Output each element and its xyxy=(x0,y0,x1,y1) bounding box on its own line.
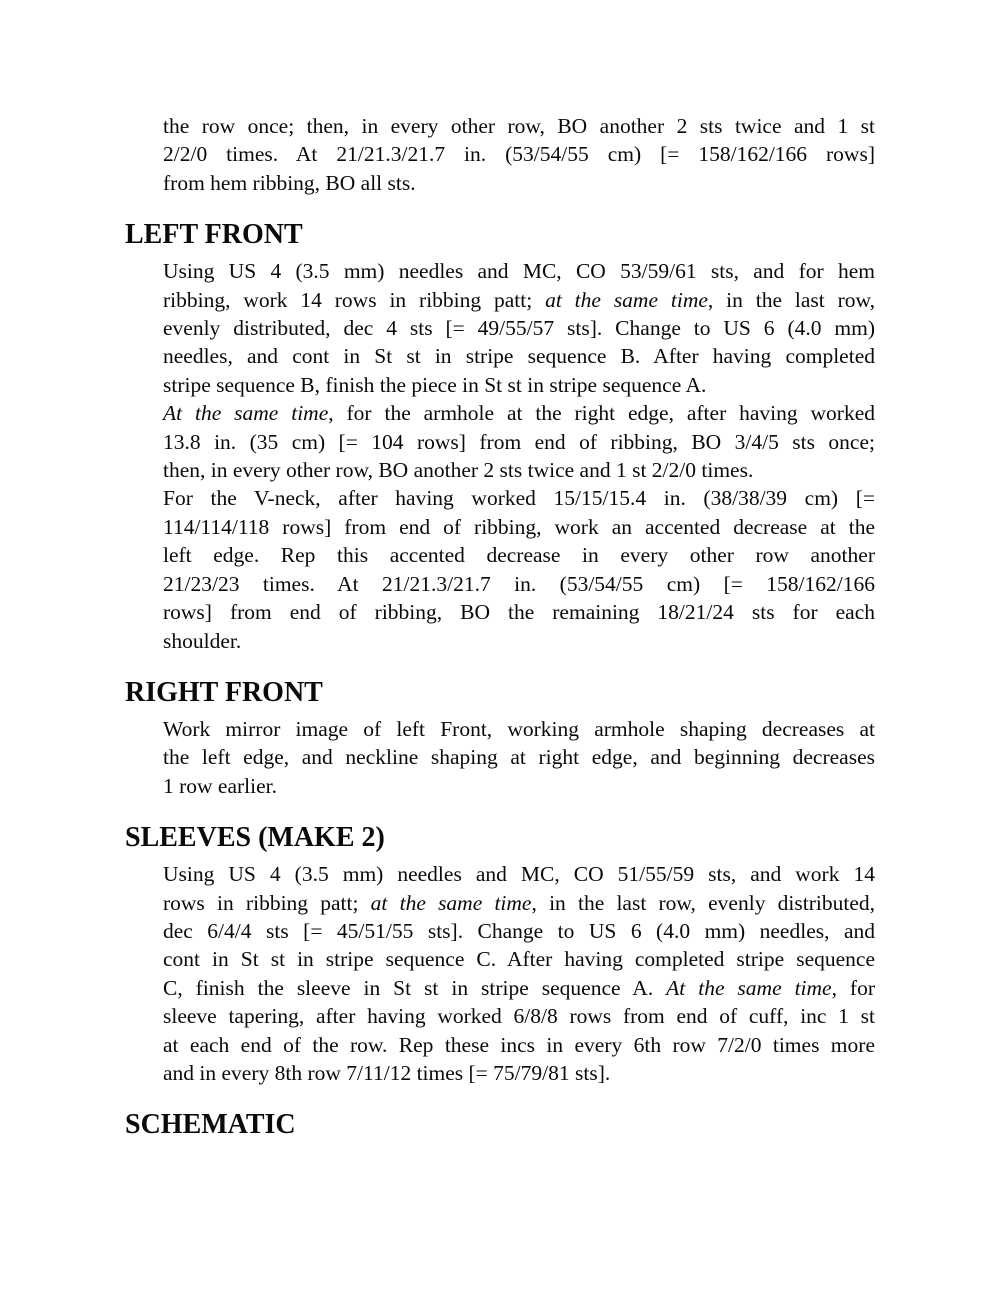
text-run: then, in every other row, BO another 2 sts twice and 1 st 2/2/0 times. xyxy=(163,458,754,483)
text-run: , for the armhole at the right edge, after having worked xyxy=(328,401,876,426)
text-run: 2/2/0 times. At 21/21.3/21.7 in. (53/54/55 cm) [= 158/162/166 rows] xyxy=(163,142,875,167)
text-line xyxy=(163,1031,875,1059)
text-line xyxy=(163,456,875,484)
text-run: 21/23/23 times. At 21/21.3/21.7 in. (53/54/55 cm) [= 158/162/166 xyxy=(163,571,875,596)
text-line xyxy=(163,715,875,743)
text-line xyxy=(163,484,875,512)
text-line xyxy=(163,860,875,888)
text-run: Using US 4 (3.5 mm) needles and MC, CO 51/55/59 sts, and work 14 xyxy=(163,862,875,887)
text-run: stripe sequence B, finish the piece in St st in stripe sequence A. xyxy=(163,372,707,397)
text-run: For the V-neck, after having worked 15/15/15.4 in. (38/38/39 cm) [= xyxy=(163,486,875,511)
text-run: 1 row earlier. xyxy=(163,773,278,798)
pattern-paragraph xyxy=(125,484,875,654)
pattern-paragraph xyxy=(125,399,875,484)
pattern-section xyxy=(125,219,875,655)
text-line xyxy=(163,945,875,973)
text-line xyxy=(163,541,875,569)
pattern-section xyxy=(125,1109,875,1141)
italic-text-run: at the same time xyxy=(545,287,708,312)
pattern-paragraph xyxy=(125,257,875,399)
text-line xyxy=(163,570,875,598)
text-run: left edge. Rep this accented decrease in every other row another xyxy=(163,543,875,568)
text-run: dec 6/4/4 sts [= 45/51/55 sts]. Change to US 6 (4.0 mm) needles, and xyxy=(163,918,875,943)
pattern-paragraph xyxy=(125,860,875,1087)
text-run: needles, and cont in St st in stripe sequence B. After having completed xyxy=(163,344,875,369)
text-run: 13.8 in. (35 cm) [= 104 rows] from end of ribbing, BO 3/4/5 sts once; xyxy=(163,429,875,454)
italic-text-run: At the same time xyxy=(163,401,329,426)
text-line xyxy=(163,371,875,399)
text-run: , in the last row, xyxy=(707,287,875,312)
text-run: and in every 8th row 7/11/12 times [= 75/79/81 sts]. xyxy=(163,1060,611,1085)
text-line xyxy=(163,513,875,541)
text-run: the left edge, and neckline shaping at right edge, and beginning decreases xyxy=(163,745,875,770)
text-run: rows] from end of ribbing, BO the remaining 18/21/24 sts for each xyxy=(163,600,875,625)
text-run: rows in ribbing patt; xyxy=(163,890,371,915)
text-line xyxy=(163,286,875,314)
text-line xyxy=(163,598,875,626)
section-heading: LEFT FRONT xyxy=(125,219,303,251)
text-run: cont in St st in stripe sequence C. After having completed stripe sequence xyxy=(163,947,875,972)
text-line xyxy=(163,112,875,140)
text-run: from hem ribbing, BO all sts. xyxy=(163,170,416,195)
text-run: Work mirror image of left Front, working armhole shaping decreases at xyxy=(163,716,875,741)
text-run: sleeve tapering, after having worked 6/8/8 rows from end of cuff, inc 1 st xyxy=(163,1004,875,1029)
text-line xyxy=(163,917,875,945)
text-run: evenly distributed, dec 4 sts [= 49/55/57 sts]. Change to US 6 (4.0 mm) xyxy=(163,316,875,341)
section-heading: RIGHT FRONT xyxy=(125,676,323,708)
text-run: Using US 4 (3.5 mm) needles and MC, CO 53/59/61 sts, and for hem xyxy=(163,259,875,284)
text-line xyxy=(163,314,875,342)
text-line xyxy=(163,889,875,917)
pattern-text xyxy=(125,112,875,1147)
section-heading: SLEEVES (MAKE 2) xyxy=(125,822,385,854)
text-line xyxy=(163,1002,875,1030)
pattern-paragraph xyxy=(125,112,875,197)
text-line xyxy=(163,169,875,197)
text-line xyxy=(163,428,875,456)
text-line xyxy=(163,772,875,800)
text-line xyxy=(163,257,875,285)
text-line xyxy=(163,342,875,370)
pattern-section xyxy=(125,677,875,800)
text-run: , for xyxy=(831,975,875,1000)
text-run: , in the last row, evenly distributed, xyxy=(531,890,875,915)
text-run: C, finish the sleeve in St st in stripe sequence A. xyxy=(163,975,667,1000)
text-line xyxy=(163,627,875,655)
pattern-section xyxy=(125,822,875,1087)
text-line xyxy=(163,1059,875,1087)
pattern-section xyxy=(125,112,875,197)
text-line xyxy=(163,743,875,771)
pattern-paragraph xyxy=(125,715,875,800)
text-run: shoulder. xyxy=(163,628,242,653)
text-line xyxy=(163,140,875,168)
text-run: ribbing, work 14 rows in ribbing patt; xyxy=(163,287,546,312)
italic-text-run: At the same time xyxy=(666,975,832,1000)
text-run: 114/114/118 rows] from end of ribbing, work an accented decrease at the xyxy=(163,514,875,539)
section-heading: SCHEMATIC xyxy=(125,1109,296,1141)
text-run: the row once; then, in every other row, BO another 2 sts twice and 1 st xyxy=(163,114,875,138)
italic-text-run: at the same time xyxy=(370,890,532,915)
text-line xyxy=(163,974,875,1002)
text-line xyxy=(163,399,875,427)
text-run: at each end of the row. Rep these incs in every 6th row 7/2/0 times more xyxy=(163,1032,875,1057)
